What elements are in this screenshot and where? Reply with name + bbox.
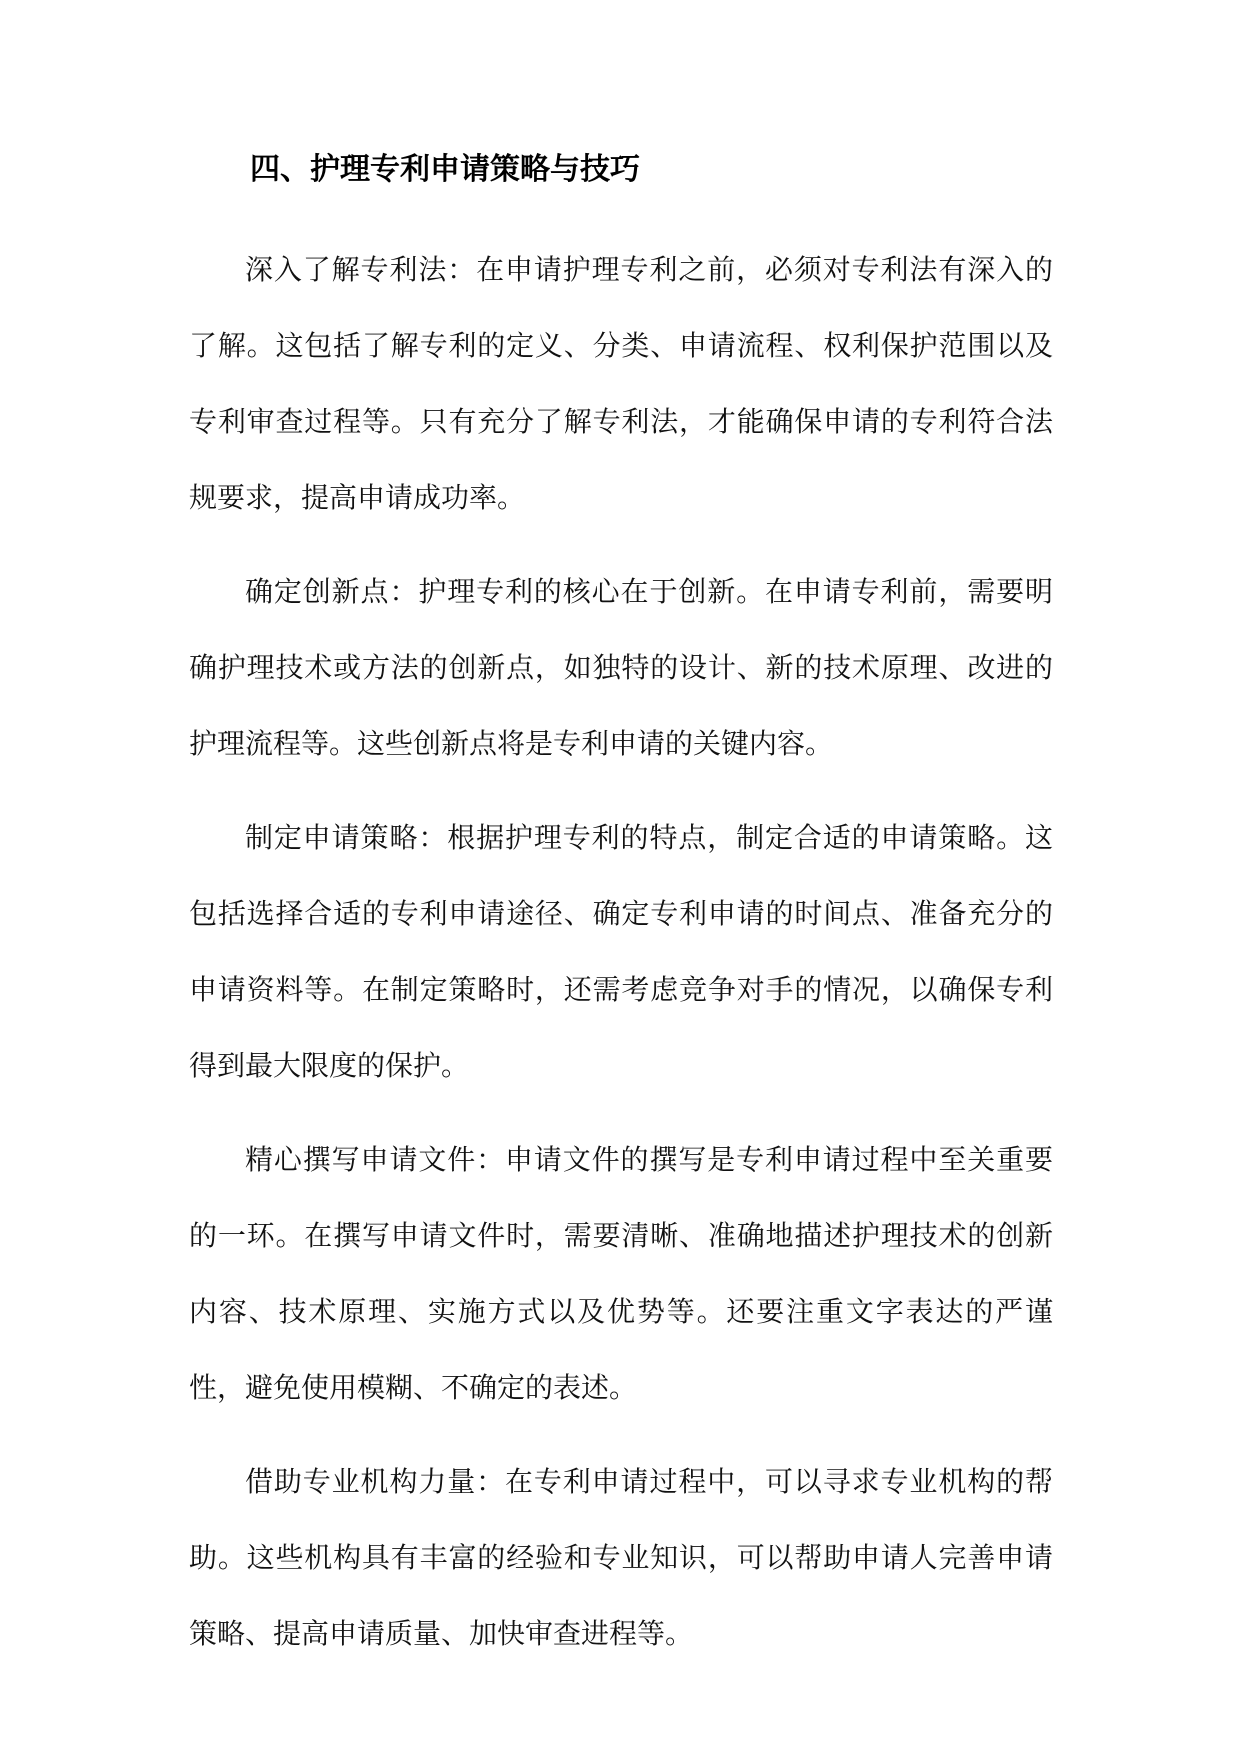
paragraph-professional-agency: 借助专业机构力量：在专利申请过程中，可以寻求专业机构的帮助。这些机构具有丰富的经验和专业知识，可以帮助申请人完善申请策略、提高申请质量、加快审查进程等。 xyxy=(189,1465,1053,1650)
body-text xyxy=(189,232,1053,1690)
paragraph-application-strategy: 制定申请策略：根据护理专利的特点，制定合适的申请策略。这包括选择合适的专利申请途径、确定专利申请的时间点、准备充分的申请资料等。在制定策略时，还需考虑竞争对手的情况，以确保专利得到最大限度的保护。 xyxy=(189,821,1053,1082)
paragraph-innovation-point: 确定创新点：护理专利的核心在于创新。在申请专利前，需要明确护理技术或方法的创新点，如独特的设计、新的技术原理、改进的护理流程等。这些创新点将是专利申请的关键内容。 xyxy=(189,575,1053,760)
paragraph-application-documents: 精心撰写申请文件：申请文件的撰写是专利申请过程中至关重要的一环。在撰写申请文件时，需要清晰、准确地描述护理技术的创新内容、技术原理、实施方式以及优势等。还要注重文字表达的严谨性，避免使用模糊、不确定的表述。 xyxy=(189,1143,1053,1404)
section-heading: 四、护理专利申请策略与技巧 xyxy=(250,152,640,187)
paragraph-patent-law: 深入了解专利法：在申请护理专利之前，必须对专利法有深入的了解。这包括了解专利的定义、分类、申请流程、权利保护范围以及专利审查过程等。只有充分了解专利法，才能确保申请的专利符合法规要求，提高申请成功率。 xyxy=(189,253,1053,514)
